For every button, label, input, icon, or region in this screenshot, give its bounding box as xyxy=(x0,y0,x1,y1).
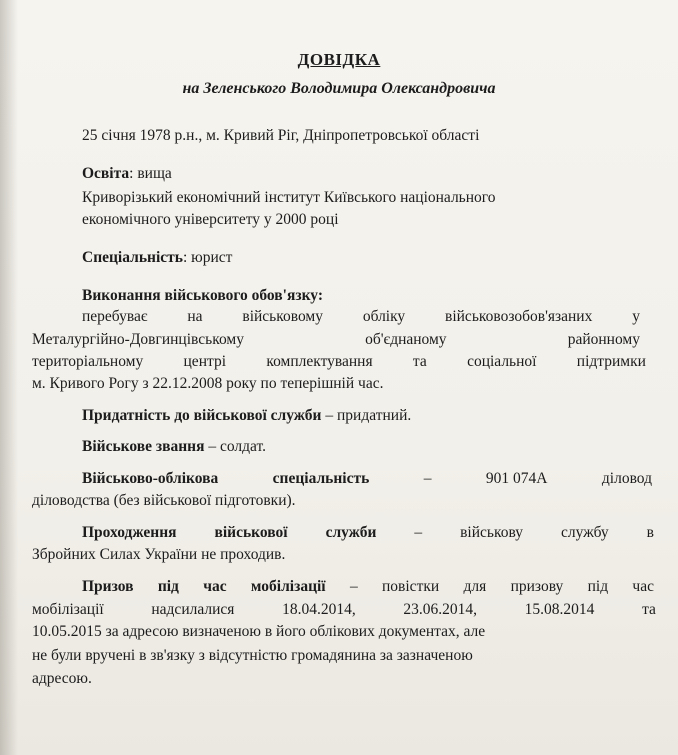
mobilization-line-5: адресою. xyxy=(32,670,92,687)
specialty-value: : юрист xyxy=(182,249,233,266)
military-duty-line-1: перебуває на військовому обліку військовозобов'язаних у xyxy=(82,308,640,325)
military-duty-line-4: м. Кривого Рогу з 22.12.2008 року по теперішній час. xyxy=(32,375,384,392)
mobilization-line-1: Призов під час мобілізації – повістки для призову під час xyxy=(82,578,654,595)
military-duty-line-3: територіальному центрі комплектування та соціальної підтримки xyxy=(32,353,646,370)
education-label: Освіта xyxy=(82,165,130,182)
document-title: ДОВІДКА xyxy=(297,50,381,69)
mobilization-line-3: 10.05.2015 за адресою визначеною в його облікових документах, але xyxy=(32,623,486,640)
vos-line-1: Військово-облікова спеціальність – 901 074А діловод xyxy=(82,470,652,487)
education-line-2: економічного університету у 2000 році xyxy=(82,211,339,228)
specialty-line xyxy=(82,248,232,268)
service-line-2: Збройних Силах України не проходив. xyxy=(32,546,286,563)
military-duty-heading: Виконання військового обов'язку: xyxy=(82,287,323,304)
vos-line-2: діловодства (без військової підготовки). xyxy=(32,492,296,509)
mobilization-line-2: мобілізації надсилалися 18.04.2014, 23.06.2014, 15.08.2014 та xyxy=(32,601,656,618)
fitness-label: Придатність до військової служби xyxy=(82,407,322,424)
fitness-line xyxy=(82,406,411,426)
rank-line xyxy=(82,437,266,457)
page-edge-shadow xyxy=(0,0,18,755)
mobilization-line-4: не були вручені в зв'язку з відсутністю громадянина за зазначеною xyxy=(32,647,473,664)
military-duty-line-2: Металургійно-Довгинцівському об'єднаному районному xyxy=(32,331,640,348)
specialty-label: Спеціальність xyxy=(82,249,183,266)
education-heading xyxy=(82,164,172,184)
education-line-1: Криворізький економічний інститут Київського національного xyxy=(82,189,496,206)
rank-label: Військове звання xyxy=(82,438,205,455)
fitness-value: – придатний. xyxy=(321,407,412,424)
service-line-1: Проходження військової служби – військову службу в xyxy=(82,524,654,541)
document-subtitle: на Зеленського Володимира Олександровича xyxy=(182,80,496,97)
rank-value: – солдат. xyxy=(204,438,266,455)
education-value: : вища xyxy=(129,165,172,182)
birth-line: 25 січня 1978 р.н., м. Кривий Ріг, Дніпропетровської області xyxy=(82,127,480,144)
